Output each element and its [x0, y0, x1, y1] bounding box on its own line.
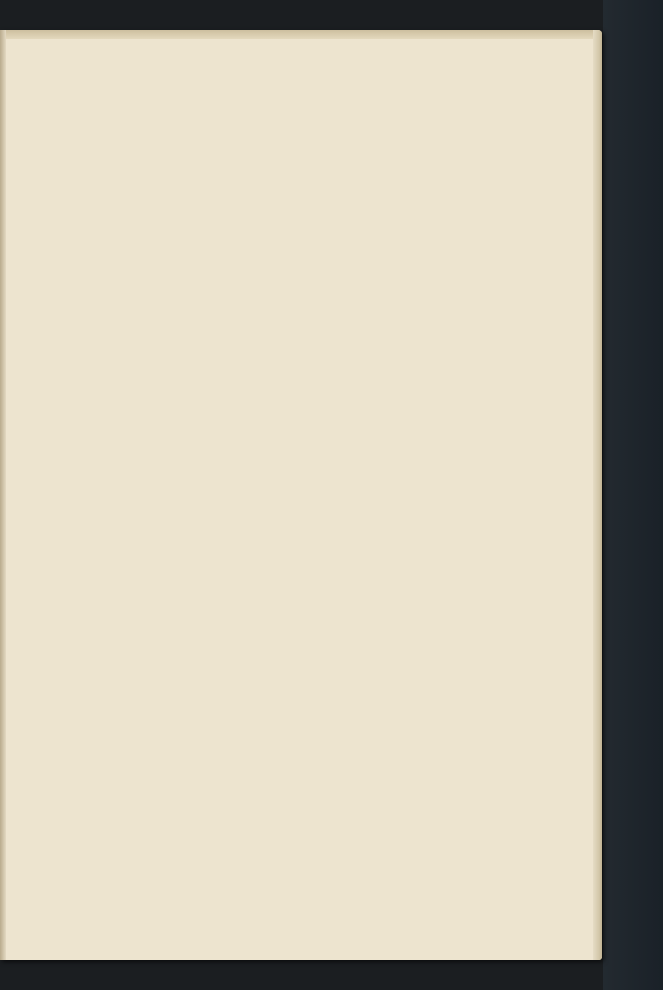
scanner-backdrop: [603, 0, 663, 990]
page-gutter-edge: [0, 30, 6, 960]
book-page: [0, 30, 602, 960]
page-right-edge: [593, 30, 602, 960]
page-top-edge: [0, 30, 602, 39]
